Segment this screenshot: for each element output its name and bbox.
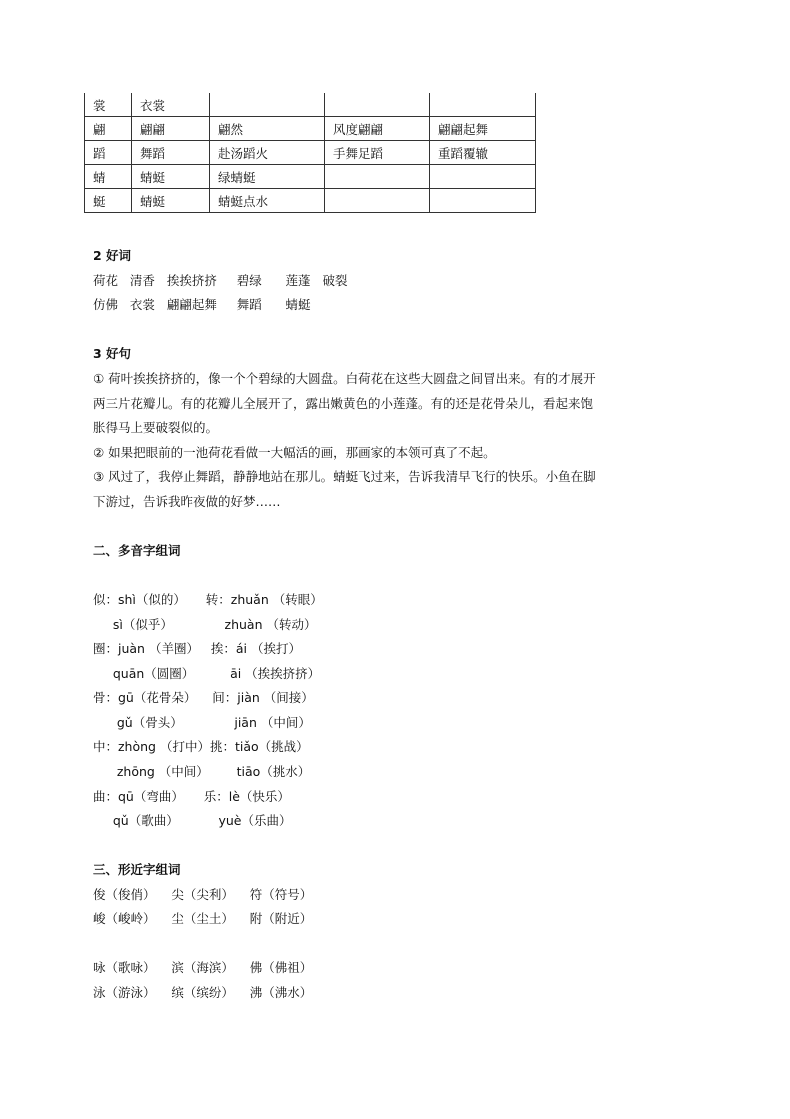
sentence-line: 两三片花瓣儿。有的花瓣儿全展开了，露出嫩黄色的小莲蓬。有的还是花骨朵儿，看起来饱 xyxy=(93,396,594,411)
polyphone-line: 圈：juàn （羊圈） 挨：ái （挨打） xyxy=(93,641,301,656)
table-cell: 蜻 xyxy=(85,165,132,189)
table-cell: 翩翩起舞 xyxy=(430,117,536,141)
vocab-table xyxy=(84,93,536,213)
polyphone-line: 似：shì（似的） 转：zhuǎn （转眼） xyxy=(93,592,323,607)
table-cell xyxy=(325,165,430,189)
similar-chars-line: 咏（歌咏） 滨（海滨） 佛（佛祖） xyxy=(93,960,313,975)
sentence-line: 胀得马上要破裂似的。 xyxy=(93,420,219,435)
sentence-line: ③ 风过了，我停止舞蹈，静静地站在那儿。蜻蜓飞过来，告诉我清早飞行的快乐。小鱼在脚 xyxy=(93,469,596,484)
table-cell: 裳 xyxy=(85,93,132,117)
table-cell: 手舞足蹈 xyxy=(325,141,430,165)
table-cell: 蹈 xyxy=(85,141,132,165)
polyphone-line: 曲：qū（弯曲） 乐：lè（快乐） xyxy=(93,789,290,804)
table-cell xyxy=(430,189,536,213)
good-words-line: 荷花 清香 挨挨挤挤 碧绿 莲蓬 破裂 xyxy=(93,273,348,288)
table-cell: 翩 xyxy=(85,117,132,141)
table-cell: 翩然 xyxy=(210,117,325,141)
polyphone-line: 中：zhòng （打中）挑：tiǎo（挑战） xyxy=(93,739,309,754)
similar-chars-heading: 三、形近字组词 xyxy=(93,862,181,877)
good-words-line: 仿佛 衣裳 翩翩起舞 舞蹈 蜻蜓 xyxy=(93,297,311,312)
table-cell: 蜓 xyxy=(85,189,132,213)
table-cell: 绿蜻蜓 xyxy=(210,165,325,189)
table-cell xyxy=(430,165,536,189)
polyphone-line: 骨：gū（花骨朵） 间：jiàn （间接） xyxy=(93,690,314,705)
similar-chars-line: 俊（俊俏） 尖（尖利） 符（符号） xyxy=(93,887,313,902)
table-cell: 蜻蜓 xyxy=(132,165,210,189)
table-row xyxy=(85,165,536,189)
table-cell: 衣裳 xyxy=(132,93,210,117)
table-cell xyxy=(325,189,430,213)
polyphone-line: sì（似乎） zhuàn （转动） xyxy=(93,617,317,632)
good-words-heading: 2 好词 xyxy=(93,248,132,263)
sentence-line: 下游过，告诉我昨夜做的好梦…… xyxy=(93,494,281,509)
sentence-line: ② 如果把眼前的一池荷花看做一大幅活的画，那画家的本领可真了不起。 xyxy=(93,445,496,460)
table-row xyxy=(85,189,536,213)
table-cell: 重蹈覆辙 xyxy=(430,141,536,165)
good-sentences-heading: 3 好句 xyxy=(93,346,132,361)
polyphone-line: qǔ（歌曲） yuè（乐曲） xyxy=(93,813,292,828)
table-cell: 舞蹈 xyxy=(132,141,210,165)
table-cell xyxy=(325,93,430,117)
table-row xyxy=(85,93,536,117)
table-cell xyxy=(430,93,536,117)
sentence-line: ① 荷叶挨挨挤挤的，像一个个碧绿的大圆盘。白荷花在这些大圆盘之间冒出来。有的才展开 xyxy=(93,371,596,386)
polyphone-line: quān（圆圈） āi （挨挨挤挤） xyxy=(93,666,321,681)
table-row xyxy=(85,141,536,165)
table-cell: 蜻蜓点水 xyxy=(210,189,325,213)
polyphone-line: zhōng （中间） tiāo（挑水） xyxy=(93,764,311,779)
table-cell: 蜻蜓 xyxy=(132,189,210,213)
table-cell: 翩翩 xyxy=(132,117,210,141)
table-cell: 风度翩翩 xyxy=(325,117,430,141)
table-row xyxy=(85,117,536,141)
similar-chars-line: 泳（游泳） 缤（缤纷） 沸（沸水） xyxy=(93,985,313,1000)
polyphone-line: gǔ（骨头） jiān （中间） xyxy=(93,715,311,730)
similar-chars-line: 峻（峻岭） 尘（尘土） 附（附近） xyxy=(93,911,313,926)
table-cell: 赴汤蹈火 xyxy=(210,141,325,165)
table-cell xyxy=(210,93,325,117)
polyphone-heading: 二、多音字组词 xyxy=(93,543,181,558)
